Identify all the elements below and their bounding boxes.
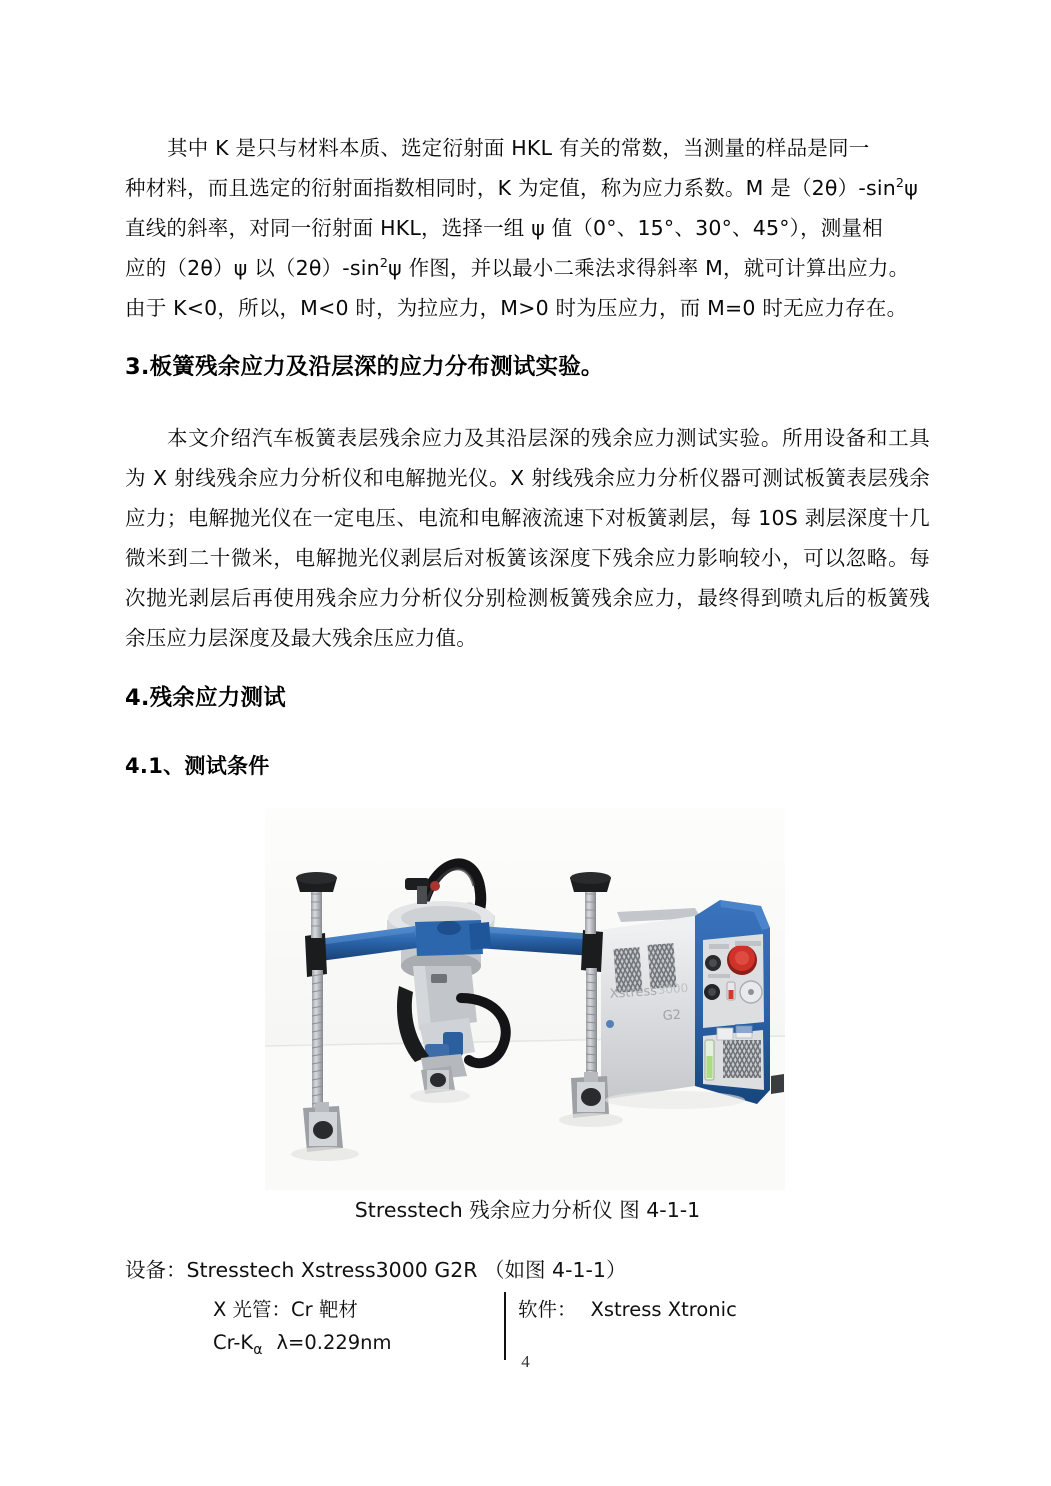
spec-wavelength-a: Cr-K <box>213 1331 254 1354</box>
paragraph-line-3 <box>125 208 930 248</box>
spec-software-label: 软件： <box>518 1298 577 1321</box>
para1-line4-text-b: ψ 作图，并以最小二乘法求得斜率 M，就可计算出应力。 <box>388 256 910 280</box>
paragraph-formula-explanation <box>125 128 930 328</box>
psi-symbol: ψ <box>904 176 918 200</box>
para1-line4-text-a: 应的（2θ）ψ 以（2θ）-sin <box>125 256 380 280</box>
sin-squared-exponent: 2 <box>895 175 905 191</box>
alpha-subscript: α <box>253 1341 263 1358</box>
sin-squared-exponent-2: 2 <box>379 255 389 271</box>
spec-column-right <box>518 1293 737 1326</box>
para1-line5-text: 由于 K<0，所以，M<0 时，为拉应力，M>0 时为压应力，而 M=0 时无应力存在。 <box>125 296 908 320</box>
paragraph-line-4 <box>125 248 930 288</box>
spec-software <box>518 1293 737 1326</box>
figure-stresstech-analyzer <box>265 808 785 1190</box>
para1-line1-text: 其中 K 是只与材料本质、选定衍射面 HKL 有关的常数，当测量的样品是同一 <box>167 136 870 160</box>
para1-line3-text: 直线的斜率，对同一衍射面 HKL，选择一组 ψ 值（0°、15°、30°、45°），测量相 <box>125 216 883 240</box>
svg-text:3000: 3000 <box>657 980 689 997</box>
stresstech-analyzer-illustration <box>265 808 785 1190</box>
paragraph-line-2 <box>125 168 930 208</box>
heading-section-4: 4.残余应力测试 <box>125 685 286 711</box>
figure-caption: Stresstech 残余应力分析仪 图 4-1-1 <box>354 1198 701 1222</box>
spec-software-value: Xstress Xtronic <box>590 1298 737 1321</box>
heading-section-3: 3.板簧残余应力及沿层深的应力分布测试实验。 <box>125 354 604 380</box>
equipment-line: 设备：Stresstech Xstress3000 G2R （如图 4-1-1） <box>125 1258 627 1282</box>
spec-wavelength-b: λ=0.229nm <box>276 1331 392 1354</box>
para1-line2-text: 种材料，而且选定的衍射面指数相同时，K 为定值，称为应力系数。M 是（2θ）-sin <box>125 176 896 200</box>
para2-text: 本文介绍汽车板簧表层残余应力及其沿层深的残余应力测试实验。所用设备和工具为 X 射线残余应力分析仪和电解抛光仪。X 射线残余应力分析仪器可测试板簧表层残余应力；电解抛光仪在一定电压、电流和电解液流速下对板簧剥层，每 10S 剥层深度十几微米到二十微米，电解抛光仪剥层后对板簧该深度下残余应力影响较小，可以忽略。每次抛光剥层后再使用残余应力分析仪分别检测板簧残余应力，最终得到喷丸后的板簧残余压应力层深度及最大残余压应力值。 <box>125 426 930 650</box>
paragraph-line-5 <box>125 288 930 328</box>
spec-column-left <box>213 1293 392 1359</box>
spec-vertical-divider <box>504 1292 506 1360</box>
page-number: 4 <box>521 1352 530 1371</box>
svg-text:G2: G2 <box>662 1007 682 1024</box>
svg-text:Xstress: Xstress <box>609 983 658 1002</box>
paragraph-line-1 <box>125 128 930 168</box>
paragraph-experiment-description <box>125 418 930 658</box>
heading-section-4-1: 4.1、测试条件 <box>125 754 270 778</box>
spec-xray-tube: X 光管：Cr 靶材 <box>213 1298 358 1321</box>
